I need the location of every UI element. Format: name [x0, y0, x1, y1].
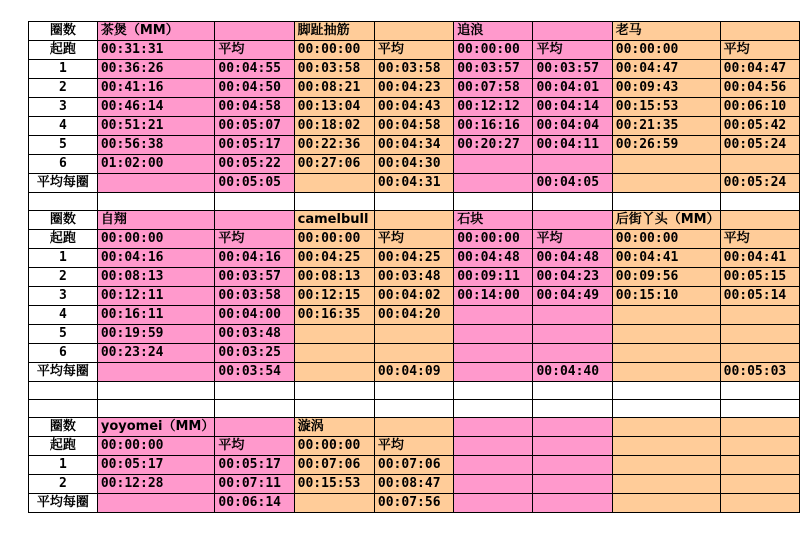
empty-cell[interactable] [374, 400, 453, 418]
runner-name-cell[interactable] [454, 418, 533, 437]
empty-cell[interactable] [215, 22, 294, 41]
start-label[interactable]: 起跑 [29, 41, 98, 60]
empty-cell[interactable] [374, 382, 453, 400]
lap-split-cell[interactable]: 00:05:17 [215, 136, 294, 155]
avg-per-lap-cell[interactable]: 00:04:09 [374, 363, 453, 382]
lap-cumulative-cell[interactable]: 00:36:26 [97, 60, 215, 79]
start-time-cell[interactable]: 00:00:00 [454, 41, 533, 60]
lap-split-cell[interactable]: 00:04:41 [720, 249, 799, 268]
lap-cumulative-cell[interactable]: 00:27:06 [294, 155, 374, 174]
lap-number[interactable]: 2 [29, 79, 98, 98]
empty-cell[interactable] [374, 193, 453, 211]
lap-number[interactable]: 1 [29, 60, 98, 79]
lap-cumulative-cell[interactable]: 00:04:25 [294, 249, 374, 268]
empty-cell[interactable] [294, 363, 374, 382]
empty-cell[interactable] [612, 363, 720, 382]
empty-cell[interactable] [294, 174, 374, 193]
lap-number[interactable]: 6 [29, 344, 98, 363]
header-row [29, 418, 800, 437]
empty-cell[interactable] [215, 418, 294, 437]
avg-header-cell[interactable]: 平均 [374, 437, 453, 456]
lap-cumulative-cell[interactable]: 00:12:28 [97, 475, 215, 494]
start-time-cell[interactable]: 00:00:00 [612, 230, 720, 249]
empty-cell[interactable] [533, 382, 612, 400]
lap-cumulative-cell[interactable]: 00:14:00 [454, 287, 533, 306]
avg-header-cell[interactable]: 平均 [533, 41, 612, 60]
start-time-cell[interactable] [454, 437, 533, 456]
empty-cell[interactable] [97, 363, 215, 382]
empty-cell[interactable] [454, 494, 533, 513]
lap-number[interactable]: 1 [29, 456, 98, 475]
lap-split-cell[interactable]: 00:03:48 [374, 268, 453, 287]
header-row [29, 211, 800, 230]
avg-header-cell[interactable]: 平均 [215, 437, 294, 456]
lap-number[interactable]: 1 [29, 249, 98, 268]
lap-cumulative-cell[interactable]: 00:03:58 [294, 60, 374, 79]
lap-split-cell[interactable] [533, 456, 612, 475]
empty-cell[interactable] [29, 382, 98, 400]
lap-number[interactable]: 4 [29, 306, 98, 325]
avg-per-lap-row [29, 494, 800, 513]
avg-per-lap-row [29, 174, 800, 193]
avg-per-lap-cell[interactable] [720, 494, 799, 513]
lap-split-cell[interactable]: 00:04:48 [533, 249, 612, 268]
lap-split-cell[interactable]: 00:04:49 [533, 287, 612, 306]
lap-row [29, 98, 800, 117]
lap-number[interactable]: 3 [29, 287, 98, 306]
runner-name-cell[interactable]: 后街丫头（MM） [612, 211, 720, 230]
lap-split-cell[interactable]: 00:07:11 [215, 475, 294, 494]
empty-cell[interactable] [294, 400, 374, 418]
start-time-cell[interactable] [612, 437, 720, 456]
lap-split-cell[interactable]: 00:05:42 [720, 117, 799, 136]
empty-cell[interactable] [97, 382, 215, 400]
empty-cell[interactable] [720, 211, 799, 230]
empty-cell[interactable] [215, 193, 294, 211]
runner-name-cell[interactable]: 脚趾抽筋 [294, 22, 374, 41]
lap-split-cell[interactable]: 00:04:20 [374, 306, 453, 325]
empty-cell[interactable] [533, 400, 612, 418]
empty-cell[interactable] [612, 400, 720, 418]
empty-cell[interactable] [215, 382, 294, 400]
lap-cumulative-cell[interactable] [612, 456, 720, 475]
runner-name-cell[interactable] [612, 418, 720, 437]
lap-cumulative-cell[interactable]: 00:04:41 [612, 249, 720, 268]
empty-cell[interactable] [612, 174, 720, 193]
empty-cell[interactable] [454, 174, 533, 193]
lap-split-cell[interactable]: 00:04:23 [374, 79, 453, 98]
lap-times-sheet [28, 21, 800, 513]
lap-cumulative-cell[interactable]: 00:04:48 [454, 249, 533, 268]
lap-cumulative-cell[interactable] [454, 344, 533, 363]
lap-cumulative-cell[interactable]: 00:46:14 [97, 98, 215, 117]
lap-split-cell[interactable]: 00:05:07 [215, 117, 294, 136]
lap-number[interactable]: 4 [29, 117, 98, 136]
runner-name-cell[interactable]: 石块 [454, 211, 533, 230]
lap-cumulative-cell[interactable]: 00:12:12 [454, 98, 533, 117]
lap-split-cell[interactable]: 00:05:22 [215, 155, 294, 174]
avg-per-lap-cell[interactable]: 00:04:31 [374, 174, 453, 193]
lap-row [29, 287, 800, 306]
lap-split-cell[interactable]: 00:03:25 [215, 344, 294, 363]
spacer-row [29, 382, 800, 400]
start-row [29, 41, 800, 60]
empty-cell[interactable] [720, 382, 799, 400]
lap-row [29, 456, 800, 475]
lap-cumulative-cell[interactable] [612, 325, 720, 344]
avg-header-cell[interactable]: 平均 [374, 41, 453, 60]
avg-header-cell[interactable]: 平均 [720, 41, 799, 60]
lap-split-cell[interactable] [720, 155, 799, 174]
lap-cumulative-cell[interactable]: 00:16:16 [454, 117, 533, 136]
empty-cell[interactable] [720, 437, 799, 456]
lap-split-cell[interactable]: 00:06:10 [720, 98, 799, 117]
start-time-cell[interactable]: 00:00:00 [294, 41, 374, 60]
avg-per-lap-cell[interactable]: 00:05:03 [720, 363, 799, 382]
runner-name-cell[interactable]: 追浪 [454, 22, 533, 41]
lap-split-cell[interactable]: 00:04:16 [215, 249, 294, 268]
lap-cumulative-cell[interactable]: 00:09:11 [454, 268, 533, 287]
lap-cumulative-cell[interactable]: 00:07:58 [454, 79, 533, 98]
lap-cumulative-cell[interactable]: 00:05:17 [97, 456, 215, 475]
start-time-cell[interactable]: 00:00:00 [97, 437, 215, 456]
lap-cumulative-cell[interactable]: 00:12:15 [294, 287, 374, 306]
lap-split-cell[interactable]: 00:04:25 [374, 249, 453, 268]
lap-split-cell[interactable] [720, 325, 799, 344]
start-time-cell[interactable]: 00:00:00 [612, 41, 720, 60]
lap-cumulative-cell[interactable]: 00:18:02 [294, 117, 374, 136]
avg-header-cell[interactable]: 平均 [215, 41, 294, 60]
lap-row [29, 344, 800, 363]
lap-split-cell[interactable]: 00:04:11 [533, 136, 612, 155]
lap-cumulative-cell[interactable]: 00:12:11 [97, 287, 215, 306]
empty-cell[interactable] [720, 22, 799, 41]
avg-per-lap-label[interactable]: 平均每圈 [29, 363, 98, 382]
start-label[interactable]: 起跑 [29, 437, 98, 456]
avg-per-lap-cell[interactable]: 00:05:24 [720, 174, 799, 193]
lap-number[interactable]: 5 [29, 136, 98, 155]
lap-split-cell[interactable]: 00:04:30 [374, 155, 453, 174]
avg-per-lap-cell[interactable]: 00:04:05 [533, 174, 612, 193]
empty-cell[interactable] [454, 193, 533, 211]
empty-cell[interactable] [612, 494, 720, 513]
lap-cumulative-cell[interactable] [612, 306, 720, 325]
lap-cumulative-cell[interactable]: 00:09:56 [612, 268, 720, 287]
lap-split-cell[interactable] [533, 475, 612, 494]
start-time-cell[interactable]: 00:00:00 [454, 230, 533, 249]
lap-row [29, 306, 800, 325]
lap-cumulative-cell[interactable]: 00:16:35 [294, 306, 374, 325]
start-time-cell[interactable]: 00:31:31 [97, 41, 215, 60]
avg-header-cell[interactable]: 平均 [533, 230, 612, 249]
empty-cell[interactable] [215, 400, 294, 418]
empty-cell[interactable] [97, 494, 215, 513]
lap-count-header[interactable]: 圈数 [29, 22, 98, 41]
lap-cumulative-cell[interactable] [454, 456, 533, 475]
lap-cumulative-cell[interactable]: 00:15:10 [612, 287, 720, 306]
runner-name-cell[interactable]: 茶煲（MM） [97, 22, 215, 41]
lap-cumulative-cell[interactable] [454, 475, 533, 494]
lap-number[interactable]: 3 [29, 98, 98, 117]
lap-number[interactable]: 6 [29, 155, 98, 174]
lap-split-cell[interactable]: 00:05:14 [720, 287, 799, 306]
empty-cell[interactable] [374, 418, 453, 437]
lap-number[interactable]: 5 [29, 325, 98, 344]
lap-cumulative-cell[interactable]: 00:16:11 [97, 306, 215, 325]
lap-row [29, 117, 800, 136]
empty-cell[interactable] [533, 211, 612, 230]
lap-split-cell[interactable]: 00:04:47 [720, 60, 799, 79]
lap-split-cell[interactable]: 00:04:56 [720, 79, 799, 98]
lap-split-cell[interactable]: 00:04:01 [533, 79, 612, 98]
lap-cumulative-cell[interactable] [454, 155, 533, 174]
empty-cell[interactable] [533, 193, 612, 211]
lap-split-cell[interactable]: 00:04:43 [374, 98, 453, 117]
lap-split-cell[interactable] [720, 475, 799, 494]
lap-split-cell[interactable]: 00:04:55 [215, 60, 294, 79]
spacer-row [29, 400, 800, 418]
avg-per-lap-label[interactable]: 平均每圈 [29, 174, 98, 193]
lap-split-cell[interactable]: 00:04:50 [215, 79, 294, 98]
lap-split-cell[interactable]: 00:07:06 [374, 456, 453, 475]
lap-split-cell[interactable]: 00:03:58 [215, 287, 294, 306]
empty-cell[interactable] [97, 174, 215, 193]
lap-cumulative-cell[interactable]: 00:04:16 [97, 249, 215, 268]
runner-name-cell[interactable]: 漩涡 [294, 418, 374, 437]
lap-split-cell[interactable]: 00:03:57 [215, 268, 294, 287]
lap-cumulative-cell[interactable]: 00:08:13 [294, 268, 374, 287]
lap-cumulative-cell[interactable]: 00:22:36 [294, 136, 374, 155]
runner-name-cell[interactable]: 老马 [612, 22, 720, 41]
start-row [29, 437, 800, 456]
empty-cell[interactable] [294, 382, 374, 400]
avg-per-lap-cell[interactable]: 00:03:54 [215, 363, 294, 382]
avg-per-lap-label[interactable]: 平均每圈 [29, 494, 98, 513]
lap-cumulative-cell[interactable] [612, 155, 720, 174]
lap-split-cell[interactable]: 00:05:24 [720, 136, 799, 155]
lap-cumulative-cell[interactable]: 00:41:16 [97, 79, 215, 98]
lap-row [29, 155, 800, 174]
lap-split-cell[interactable]: 00:04:00 [215, 306, 294, 325]
lap-split-cell[interactable] [533, 325, 612, 344]
lap-cumulative-cell[interactable]: 00:08:13 [97, 268, 215, 287]
lap-split-cell[interactable] [533, 344, 612, 363]
lap-row [29, 249, 800, 268]
lap-split-cell[interactable]: 00:03:48 [215, 325, 294, 344]
avg-per-lap-cell[interactable]: 00:07:56 [374, 494, 453, 513]
runner-name-cell[interactable]: yoyomei（MM） [97, 418, 215, 437]
empty-cell[interactable] [215, 211, 294, 230]
empty-cell[interactable] [720, 400, 799, 418]
empty-cell[interactable] [533, 437, 612, 456]
lap-cumulative-cell[interactable]: 00:20:27 [454, 136, 533, 155]
lap-cumulative-cell[interactable] [612, 475, 720, 494]
lap-count-header[interactable]: 圈数 [29, 211, 98, 230]
lap-split-cell[interactable]: 00:04:58 [374, 117, 453, 136]
empty-cell[interactable] [720, 193, 799, 211]
avg-per-lap-row [29, 363, 800, 382]
lap-cumulative-cell[interactable]: 00:13:04 [294, 98, 374, 117]
lap-cumulative-cell[interactable]: 00:15:53 [612, 98, 720, 117]
header-row [29, 22, 800, 41]
lap-split-cell[interactable] [720, 306, 799, 325]
empty-cell[interactable] [374, 211, 453, 230]
lap-split-cell[interactable]: 00:04:02 [374, 287, 453, 306]
lap-cumulative-cell[interactable] [294, 325, 374, 344]
lap-split-cell[interactable] [720, 456, 799, 475]
lap-cumulative-cell[interactable] [294, 344, 374, 363]
lap-cumulative-cell[interactable]: 00:07:06 [294, 456, 374, 475]
lap-row [29, 325, 800, 344]
lap-row [29, 79, 800, 98]
lap-cumulative-cell[interactable]: 00:03:57 [454, 60, 533, 79]
lap-split-cell[interactable] [374, 325, 453, 344]
avg-per-lap-cell[interactable]: 00:04:40 [533, 363, 612, 382]
lap-cumulative-cell[interactable]: 00:23:24 [97, 344, 215, 363]
lap-split-cell[interactable]: 00:05:15 [720, 268, 799, 287]
empty-cell[interactable] [374, 22, 453, 41]
avg-per-lap-cell[interactable] [533, 494, 612, 513]
lap-split-cell[interactable]: 00:04:14 [533, 98, 612, 117]
avg-per-lap-cell[interactable]: 00:06:14 [215, 494, 294, 513]
lap-count-header[interactable]: 圈数 [29, 418, 98, 437]
lap-split-cell[interactable] [720, 344, 799, 363]
lap-split-cell[interactable] [374, 344, 453, 363]
empty-cell[interactable] [533, 418, 612, 437]
avg-header-cell[interactable]: 平均 [215, 230, 294, 249]
lap-cumulative-cell[interactable]: 00:15:53 [294, 475, 374, 494]
lap-cumulative-cell[interactable] [454, 325, 533, 344]
lap-cumulative-cell[interactable]: 01:02:00 [97, 155, 215, 174]
lap-split-cell[interactable]: 00:03:58 [374, 60, 453, 79]
lap-row [29, 268, 800, 287]
lap-cumulative-cell[interactable]: 00:08:21 [294, 79, 374, 98]
lap-split-cell[interactable] [533, 306, 612, 325]
empty-cell[interactable] [29, 193, 98, 211]
empty-cell[interactable] [29, 400, 98, 418]
lap-split-cell[interactable]: 00:04:23 [533, 268, 612, 287]
avg-per-lap-cell[interactable]: 00:05:05 [215, 174, 294, 193]
lap-cumulative-cell[interactable]: 00:56:38 [97, 136, 215, 155]
lap-split-cell[interactable]: 00:04:34 [374, 136, 453, 155]
runner-name-cell[interactable]: camelbull [294, 211, 374, 230]
lap-split-cell[interactable] [533, 155, 612, 174]
lap-split-cell[interactable]: 00:03:57 [533, 60, 612, 79]
lap-cumulative-cell[interactable] [454, 306, 533, 325]
empty-cell[interactable] [97, 193, 215, 211]
lap-cumulative-cell[interactable]: 00:04:47 [612, 60, 720, 79]
empty-cell[interactable] [612, 382, 720, 400]
lap-number[interactable]: 2 [29, 475, 98, 494]
empty-cell[interactable] [97, 400, 215, 418]
empty-cell[interactable] [454, 363, 533, 382]
lap-row [29, 136, 800, 155]
empty-cell[interactable] [533, 22, 612, 41]
start-time-cell[interactable]: 00:00:00 [294, 230, 374, 249]
lap-row [29, 60, 800, 79]
runner-name-cell[interactable]: 自翔 [97, 211, 215, 230]
empty-cell[interactable] [720, 418, 799, 437]
spacer-row [29, 193, 800, 211]
lap-split-cell[interactable]: 00:05:17 [215, 456, 294, 475]
empty-cell[interactable] [454, 382, 533, 400]
avg-header-cell[interactable]: 平均 [720, 230, 799, 249]
lap-number[interactable]: 2 [29, 268, 98, 287]
lap-split-cell[interactable]: 00:04:58 [215, 98, 294, 117]
empty-cell[interactable] [294, 494, 374, 513]
lap-cumulative-cell[interactable]: 00:26:59 [612, 136, 720, 155]
empty-cell[interactable] [612, 193, 720, 211]
lap-cumulative-cell[interactable]: 00:51:21 [97, 117, 215, 136]
start-time-cell[interactable]: 00:00:00 [97, 230, 215, 249]
start-label[interactable]: 起跑 [29, 230, 98, 249]
lap-split-cell[interactable]: 00:04:04 [533, 117, 612, 136]
lap-cumulative-cell[interactable]: 00:19:59 [97, 325, 215, 344]
start-time-cell[interactable]: 00:00:00 [294, 437, 374, 456]
start-row [29, 230, 800, 249]
lap-split-cell[interactable]: 00:08:47 [374, 475, 453, 494]
lap-cumulative-cell[interactable]: 00:21:35 [612, 117, 720, 136]
lap-cumulative-cell[interactable]: 00:09:43 [612, 79, 720, 98]
empty-cell[interactable] [294, 193, 374, 211]
lap-row [29, 475, 800, 494]
avg-header-cell[interactable]: 平均 [374, 230, 453, 249]
empty-cell[interactable] [454, 400, 533, 418]
lap-cumulative-cell[interactable] [612, 344, 720, 363]
